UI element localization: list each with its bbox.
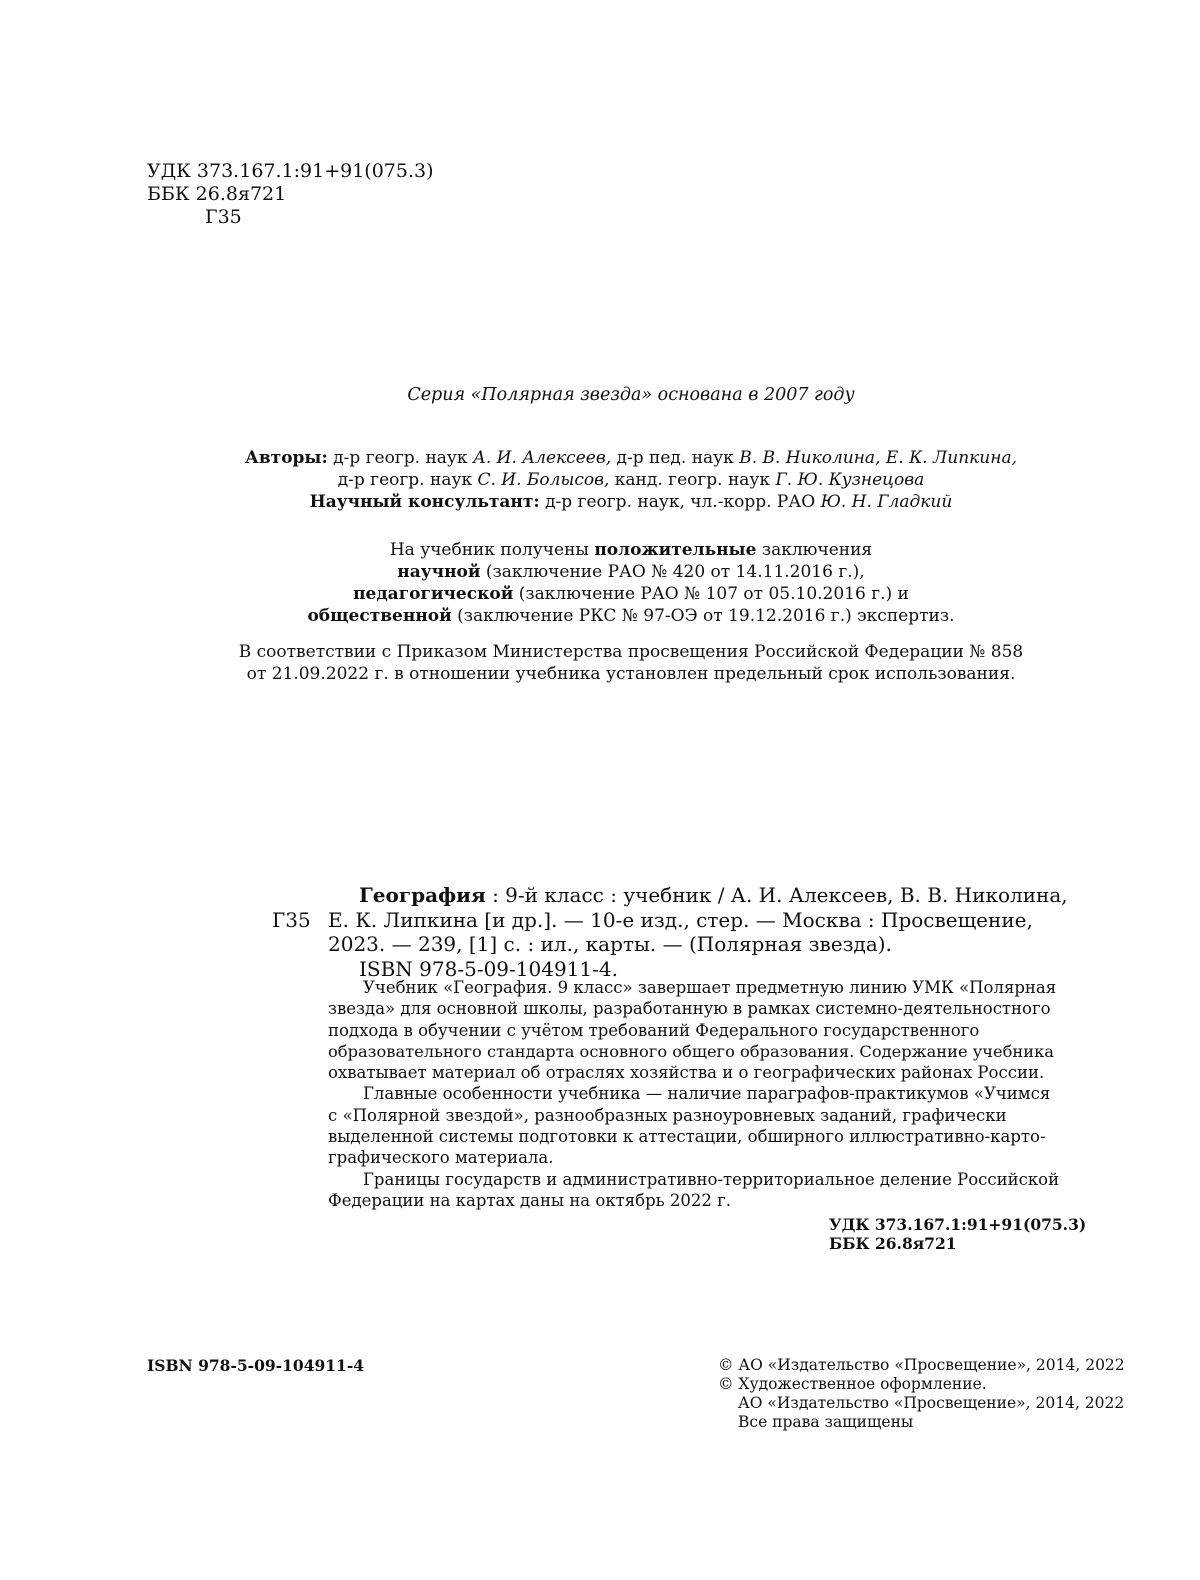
approval-emphasis: положительные <box>594 540 757 560</box>
approval-text: (заключение РКС № 97-ОЭ от 19.12.2016 г.) экспертиз. <box>457 606 955 626</box>
authors-label: Авторы: <box>245 448 328 468</box>
consultant-label: Научный консультант: <box>309 492 540 512</box>
approval-text: На учебник получены <box>389 540 589 560</box>
degree: д-р пед. наук <box>616 448 734 468</box>
copyright-line: © АО «Издательство «Просвещение», 2014, 2022 <box>718 1356 1125 1374</box>
udk-code: УДК 373.167.1:91+91(075.3) <box>147 160 434 182</box>
copyright-line: Все права защищены <box>738 1413 914 1431</box>
annotation-line: Границы государств и административно-территориальное деление Российской <box>363 1169 1060 1189</box>
degree: д-р геогр. наук <box>333 448 468 468</box>
book-title: География <box>359 883 486 907</box>
author-name: В. В. Николина, Е. К. Липкина, <box>739 448 1017 468</box>
biblio-line-2: Е. К. Липкина [и др.]. — 10-е изд., стер. — Москва : Просвещение, <box>328 907 1033 932</box>
order-line-1: В соответствии с Приказом Министерства просвещения Российской Федерации № 858 <box>238 642 1024 662</box>
degree: канд. геогр. наук <box>614 470 771 490</box>
footer-classification <box>829 1215 1086 1253</box>
approvals-line-1 <box>0 539 1200 561</box>
annotation-line: Учебник «География. 9 класс» завершает предметную линию УМК «Полярная <box>363 978 1057 997</box>
copyright-line: © Художественное оформление. <box>718 1375 987 1393</box>
approval-text: (заключение РАО № 107 от 05.10.2016 г.) и <box>518 584 909 604</box>
biblio-line-3: 2023. — 239, [1] с. : ил., карты. — (Полярная звезда). <box>328 932 892 956</box>
order-line-2: от 21.09.2022 г. в отношении учебника установлен предельный срок использования. <box>246 664 1016 684</box>
biblio-author-mark: Г35 <box>272 908 311 932</box>
copyright-block <box>718 1356 1125 1432</box>
authors-line-1 <box>0 447 1200 469</box>
annotation-line: охватывает материал об отраслях хозяйства и о географических районах России. <box>328 1063 1045 1083</box>
annotation <box>328 977 1060 1211</box>
approvals-line-3 <box>0 583 1200 605</box>
footer-bbk: ББК 26.8я721 <box>829 1234 957 1253</box>
approval-emphasis: научной <box>397 562 481 582</box>
classification-block <box>147 160 434 229</box>
biblio-isbn: ISBN 978-5-09-104911-4. <box>359 956 618 981</box>
approval-text: (заключение РАО № 420 от 14.11.2016 г.), <box>485 562 865 582</box>
consultant-name: Ю. Н. Гладкий <box>820 492 953 512</box>
approvals-line-4 <box>0 605 1200 627</box>
copyright-line: АО «Издательство «Просвещение», 2014, 2022 <box>738 1394 1125 1412</box>
approval-emphasis: общественной <box>307 606 452 626</box>
degree: д-р геогр. наук, чл.-корр. РАО <box>545 492 816 512</box>
biblio-text: : 9-й класс : учебник / А. И. Алексеев, В. В. Николина, <box>485 883 1068 907</box>
ministry-order-block <box>0 641 1200 685</box>
approval-text: заключения <box>761 540 873 560</box>
bbk-code: ББК 26.8я721 <box>147 183 287 205</box>
degree: д-р геогр. наук <box>337 470 473 490</box>
series-note: Серия «Полярная звезда» основана в 2007 году <box>407 385 855 405</box>
annotation-line: образовательного стандарта основного общего образования. Содержание учебника <box>328 1041 1054 1061</box>
author-name: С. И. Болысов, <box>477 470 610 490</box>
biblio-line-1 <box>328 883 1120 908</box>
bibliographic-record <box>328 883 1120 981</box>
annotation-line: выделенной системы подготовки к аттестации, обширного иллюстративно-карто- <box>328 1127 1046 1147</box>
approval-emphasis: педагогической <box>353 584 514 604</box>
author-name: А. И. Алексеев, <box>472 448 612 468</box>
annotation-line: подхода в обучении с учётом требований Федерального государственного <box>328 1020 980 1040</box>
approvals-block <box>0 539 1200 627</box>
author-name: Г. Ю. Кузнецова <box>775 470 925 490</box>
consultant-line <box>0 491 1200 513</box>
approvals-line-2 <box>0 561 1200 583</box>
author-mark: Г35 <box>205 206 242 228</box>
annotation-line: Главные особенности учебника — наличие параграфов-практикумов «Учимся <box>363 1084 1051 1104</box>
footer-udk: УДК 373.167.1:91+91(075.3) <box>829 1215 1087 1234</box>
annotation-line: графического материала. <box>328 1148 554 1168</box>
authors-line-2 <box>0 469 1200 491</box>
annotation-line: Федерации на картах даны на октябрь 2022 г. <box>328 1190 732 1210</box>
annotation-line: звезда» для основной школы, разработанную в рамках системно-деятельностного <box>328 999 1051 1019</box>
annotation-line: с «Полярной звездой», разнообразных разноуровневых заданий, графически <box>328 1105 1007 1125</box>
authors-block <box>0 447 1200 513</box>
isbn: ISBN 978-5-09-104911-4 <box>147 1356 365 1375</box>
